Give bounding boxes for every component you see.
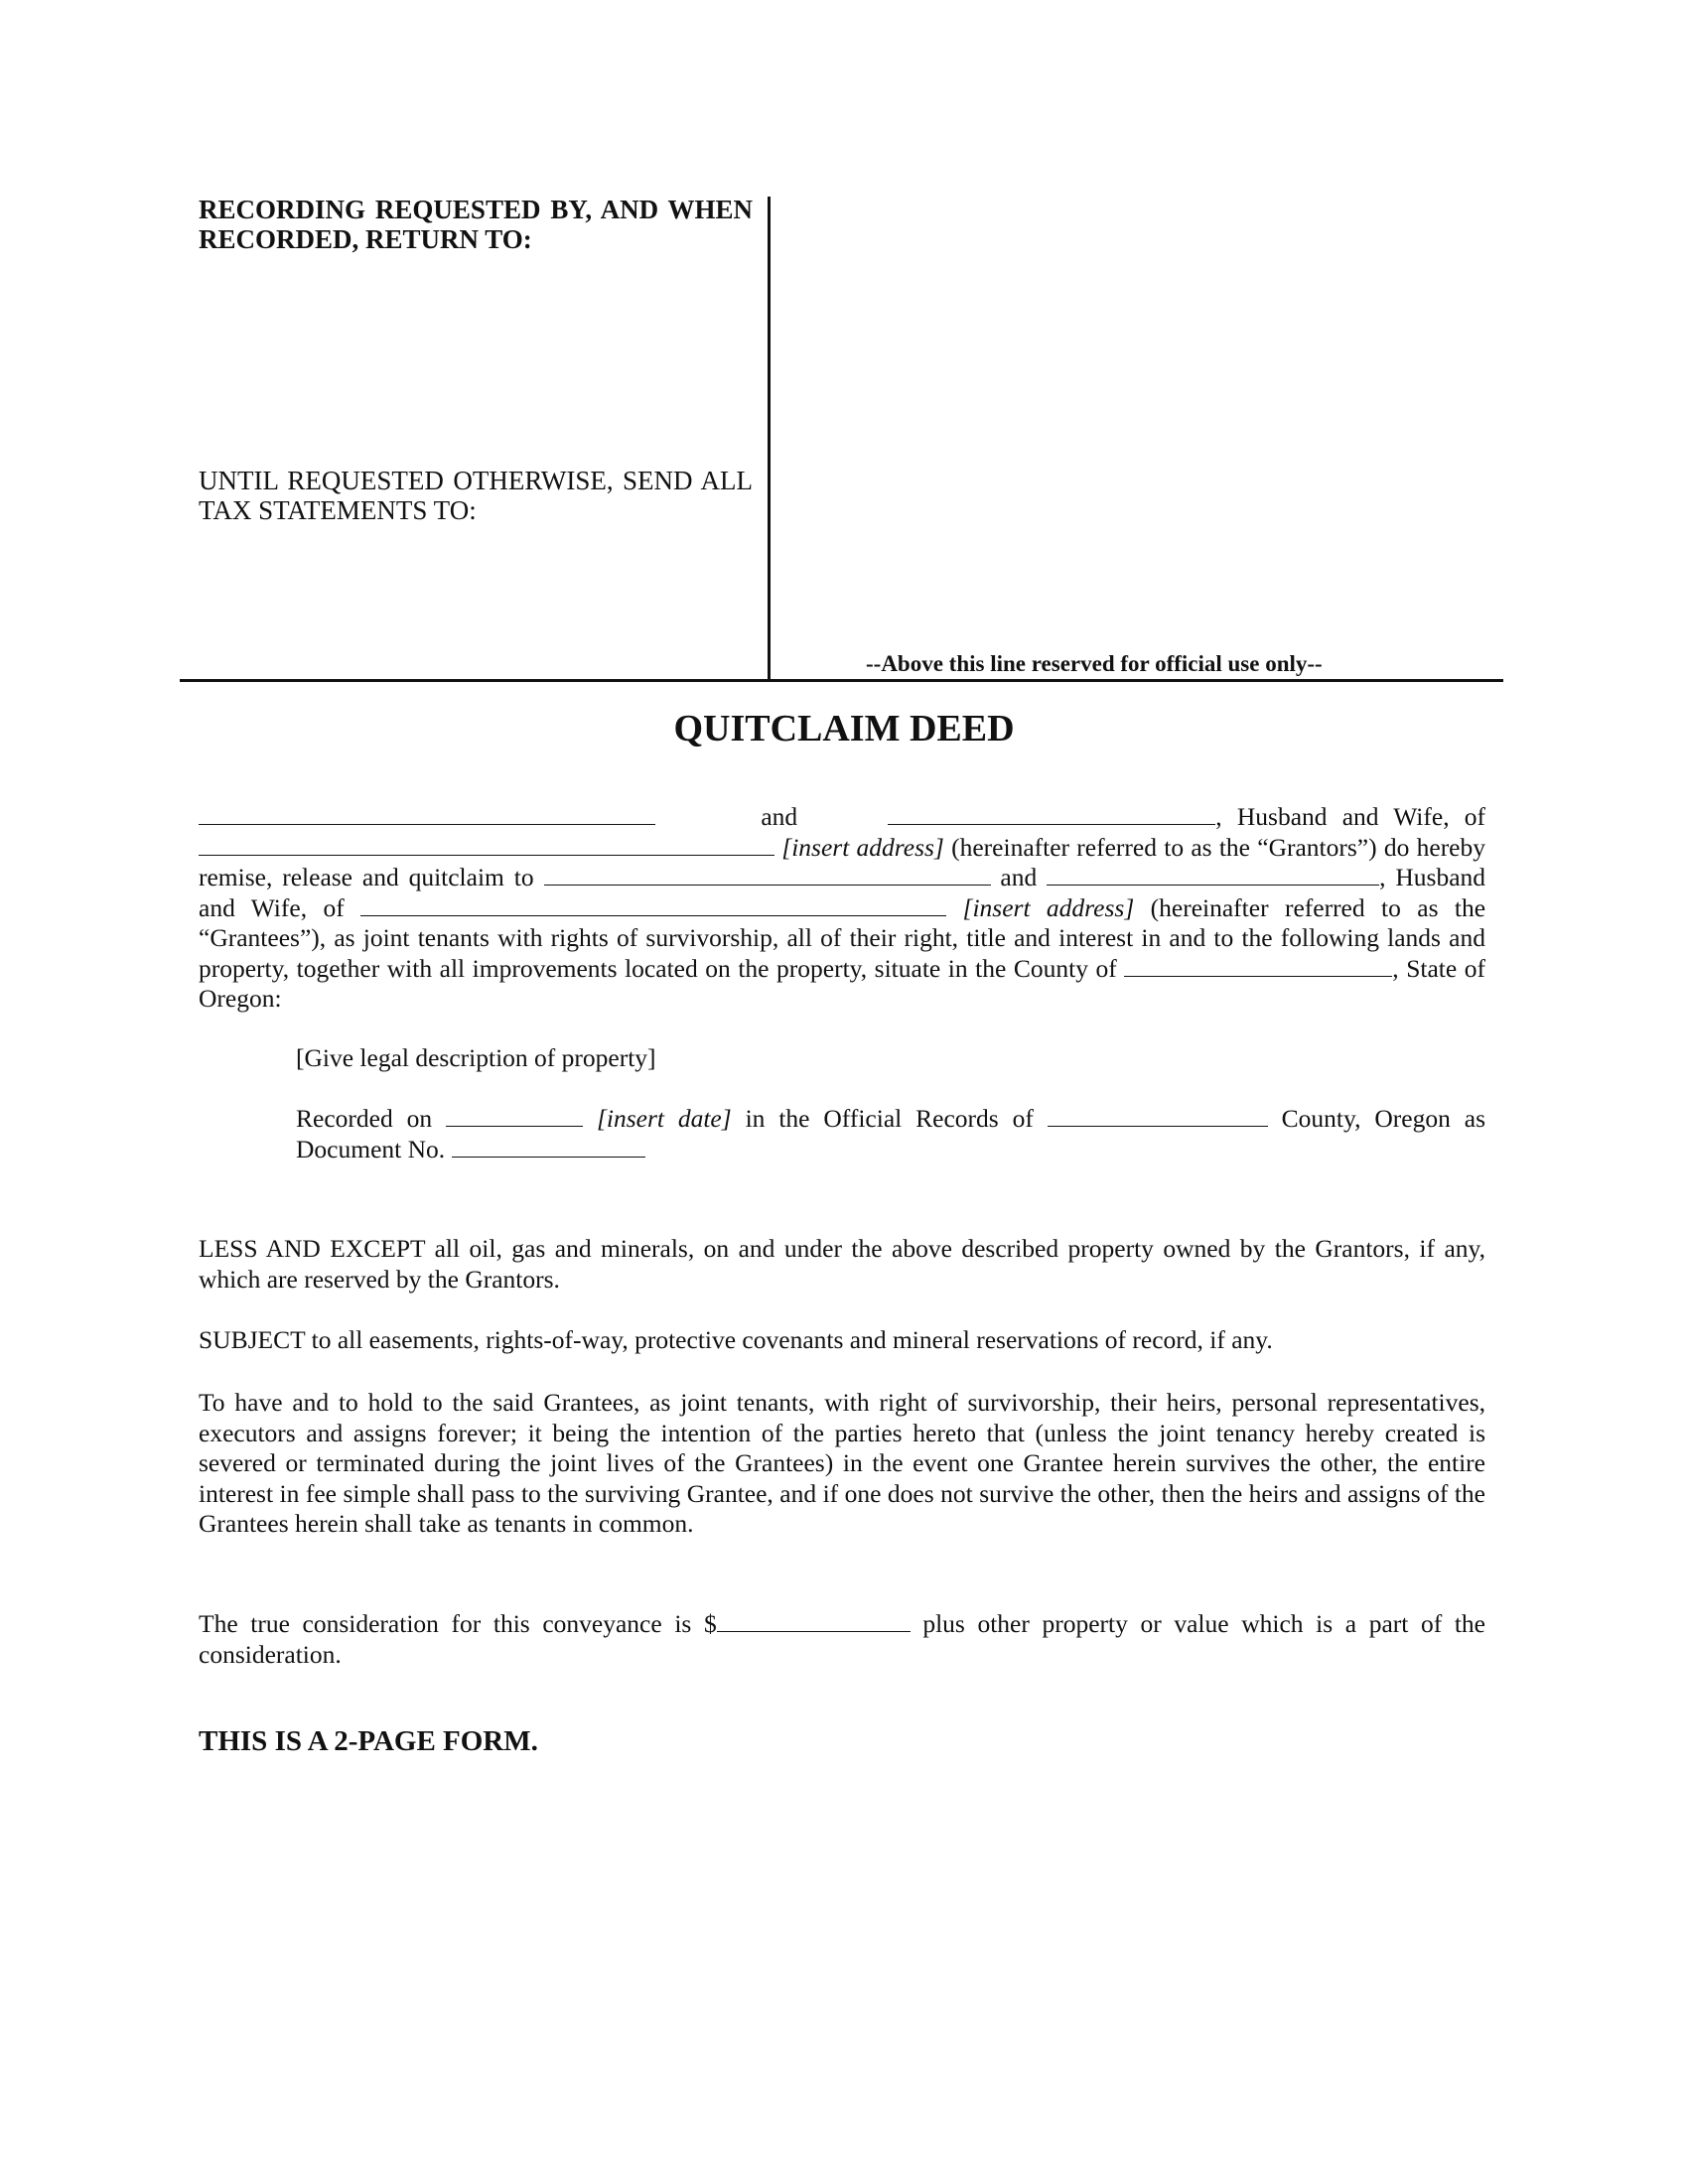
and-text-2: and (1000, 863, 1038, 891)
recorded-date-blank[interactable] (446, 1106, 583, 1127)
grantor-2-blank[interactable] (888, 804, 1215, 825)
recorded-on-text: Recorded on (296, 1104, 433, 1133)
subject-paragraph: SUBJECT to all easements, rights-of-way, protective covenants and mineral reservations of record, if any. (199, 1325, 1273, 1354)
husband-wife-text: , Husband and Wife, of (1215, 802, 1486, 831)
insert-address-hint: [insert address] (781, 832, 944, 862)
horizontal-divider (180, 679, 1503, 682)
grantors-referred-text: (hereinafter referred to as the “Grantors”) do hereby remise, release and quitclaim to (199, 832, 1486, 891)
consideration-before-text: The true consideration for this conveyance is $ (199, 1609, 717, 1638)
county-oregon-text: County, Oregon as Document No. (296, 1104, 1485, 1163)
tax-statements-label: UNTIL REQUESTED OTHERWISE, SEND ALL TAX STATEMENTS TO: (199, 466, 753, 525)
records-county-blank[interactable] (1048, 1106, 1268, 1127)
consideration-paragraph (199, 1609, 1485, 1670)
grantees-referred-text: (hereinafter referred to as the “Grantees”), as joint tenants with rights of survivorship, all of their right, title and interest in and to the following lands and property, together with all improvements located on the property, situate in the County of (199, 892, 1486, 983)
official-use-note: --Above this line reserved for official use only-- (866, 651, 1323, 676)
recording-requested-label: RECORDING REQUESTED BY, AND WHEN RECORDED, RETURN TO: (199, 195, 753, 254)
consideration-after-text: plus other property or value which is a part of the consideration. (199, 1609, 1485, 1669)
less-except-paragraph: LESS AND EXCEPT all oil, gas and minerals, on and under the above described property owned by the Grantors, if any, which are reserved by the Grantors. (199, 1234, 1485, 1294)
legal-description: [Give legal description of property] (296, 1043, 656, 1072)
grantee-1-blank[interactable] (544, 865, 991, 886)
page-title: QUITCLAIM DEED (673, 708, 1015, 750)
to-have-paragraph: To have and to hold to the said Grantees, as joint tenants, with right of survivorship, their heirs, personal representatives, executors and assigns forever; it being the intention of the parties hereto that (unless the joint tenancy hereby created is severed or terminated during the joint lives of the Grantees) in the event one Grantee herein survives the other, the entire interest in fee simple shall pass to the surviving Grantee, and if one does not survive the other, then the heirs and assigns of the Grantees herein shall take as tenants in common. (199, 1388, 1485, 1538)
consideration-amount-blank[interactable] (717, 1611, 911, 1632)
vertical-divider (768, 197, 771, 679)
grantor-1-blank[interactable] (199, 804, 655, 825)
husband-wife-text-2: , Husband and Wife, of (199, 863, 1486, 922)
grantor-address-blank[interactable] (199, 835, 774, 856)
grantee-address-blank[interactable] (360, 895, 946, 916)
recorded-paragraph (296, 1104, 1485, 1164)
two-page-form-note: THIS IS A 2-PAGE FORM. (199, 1725, 538, 1757)
county-blank[interactable] (1124, 956, 1392, 977)
official-records-text: in the Official Records of (745, 1104, 1034, 1133)
grantee-2-blank[interactable] (1047, 865, 1379, 886)
insert-date-hint: [insert date] (596, 1104, 732, 1133)
grantors-paragraph (199, 802, 1485, 1015)
and-text: and (761, 802, 798, 831)
state-text: , State of Oregon: (199, 953, 1485, 1013)
insert-address-hint-2: [insert address] (962, 892, 1135, 922)
document-number-blank[interactable] (452, 1137, 645, 1158)
